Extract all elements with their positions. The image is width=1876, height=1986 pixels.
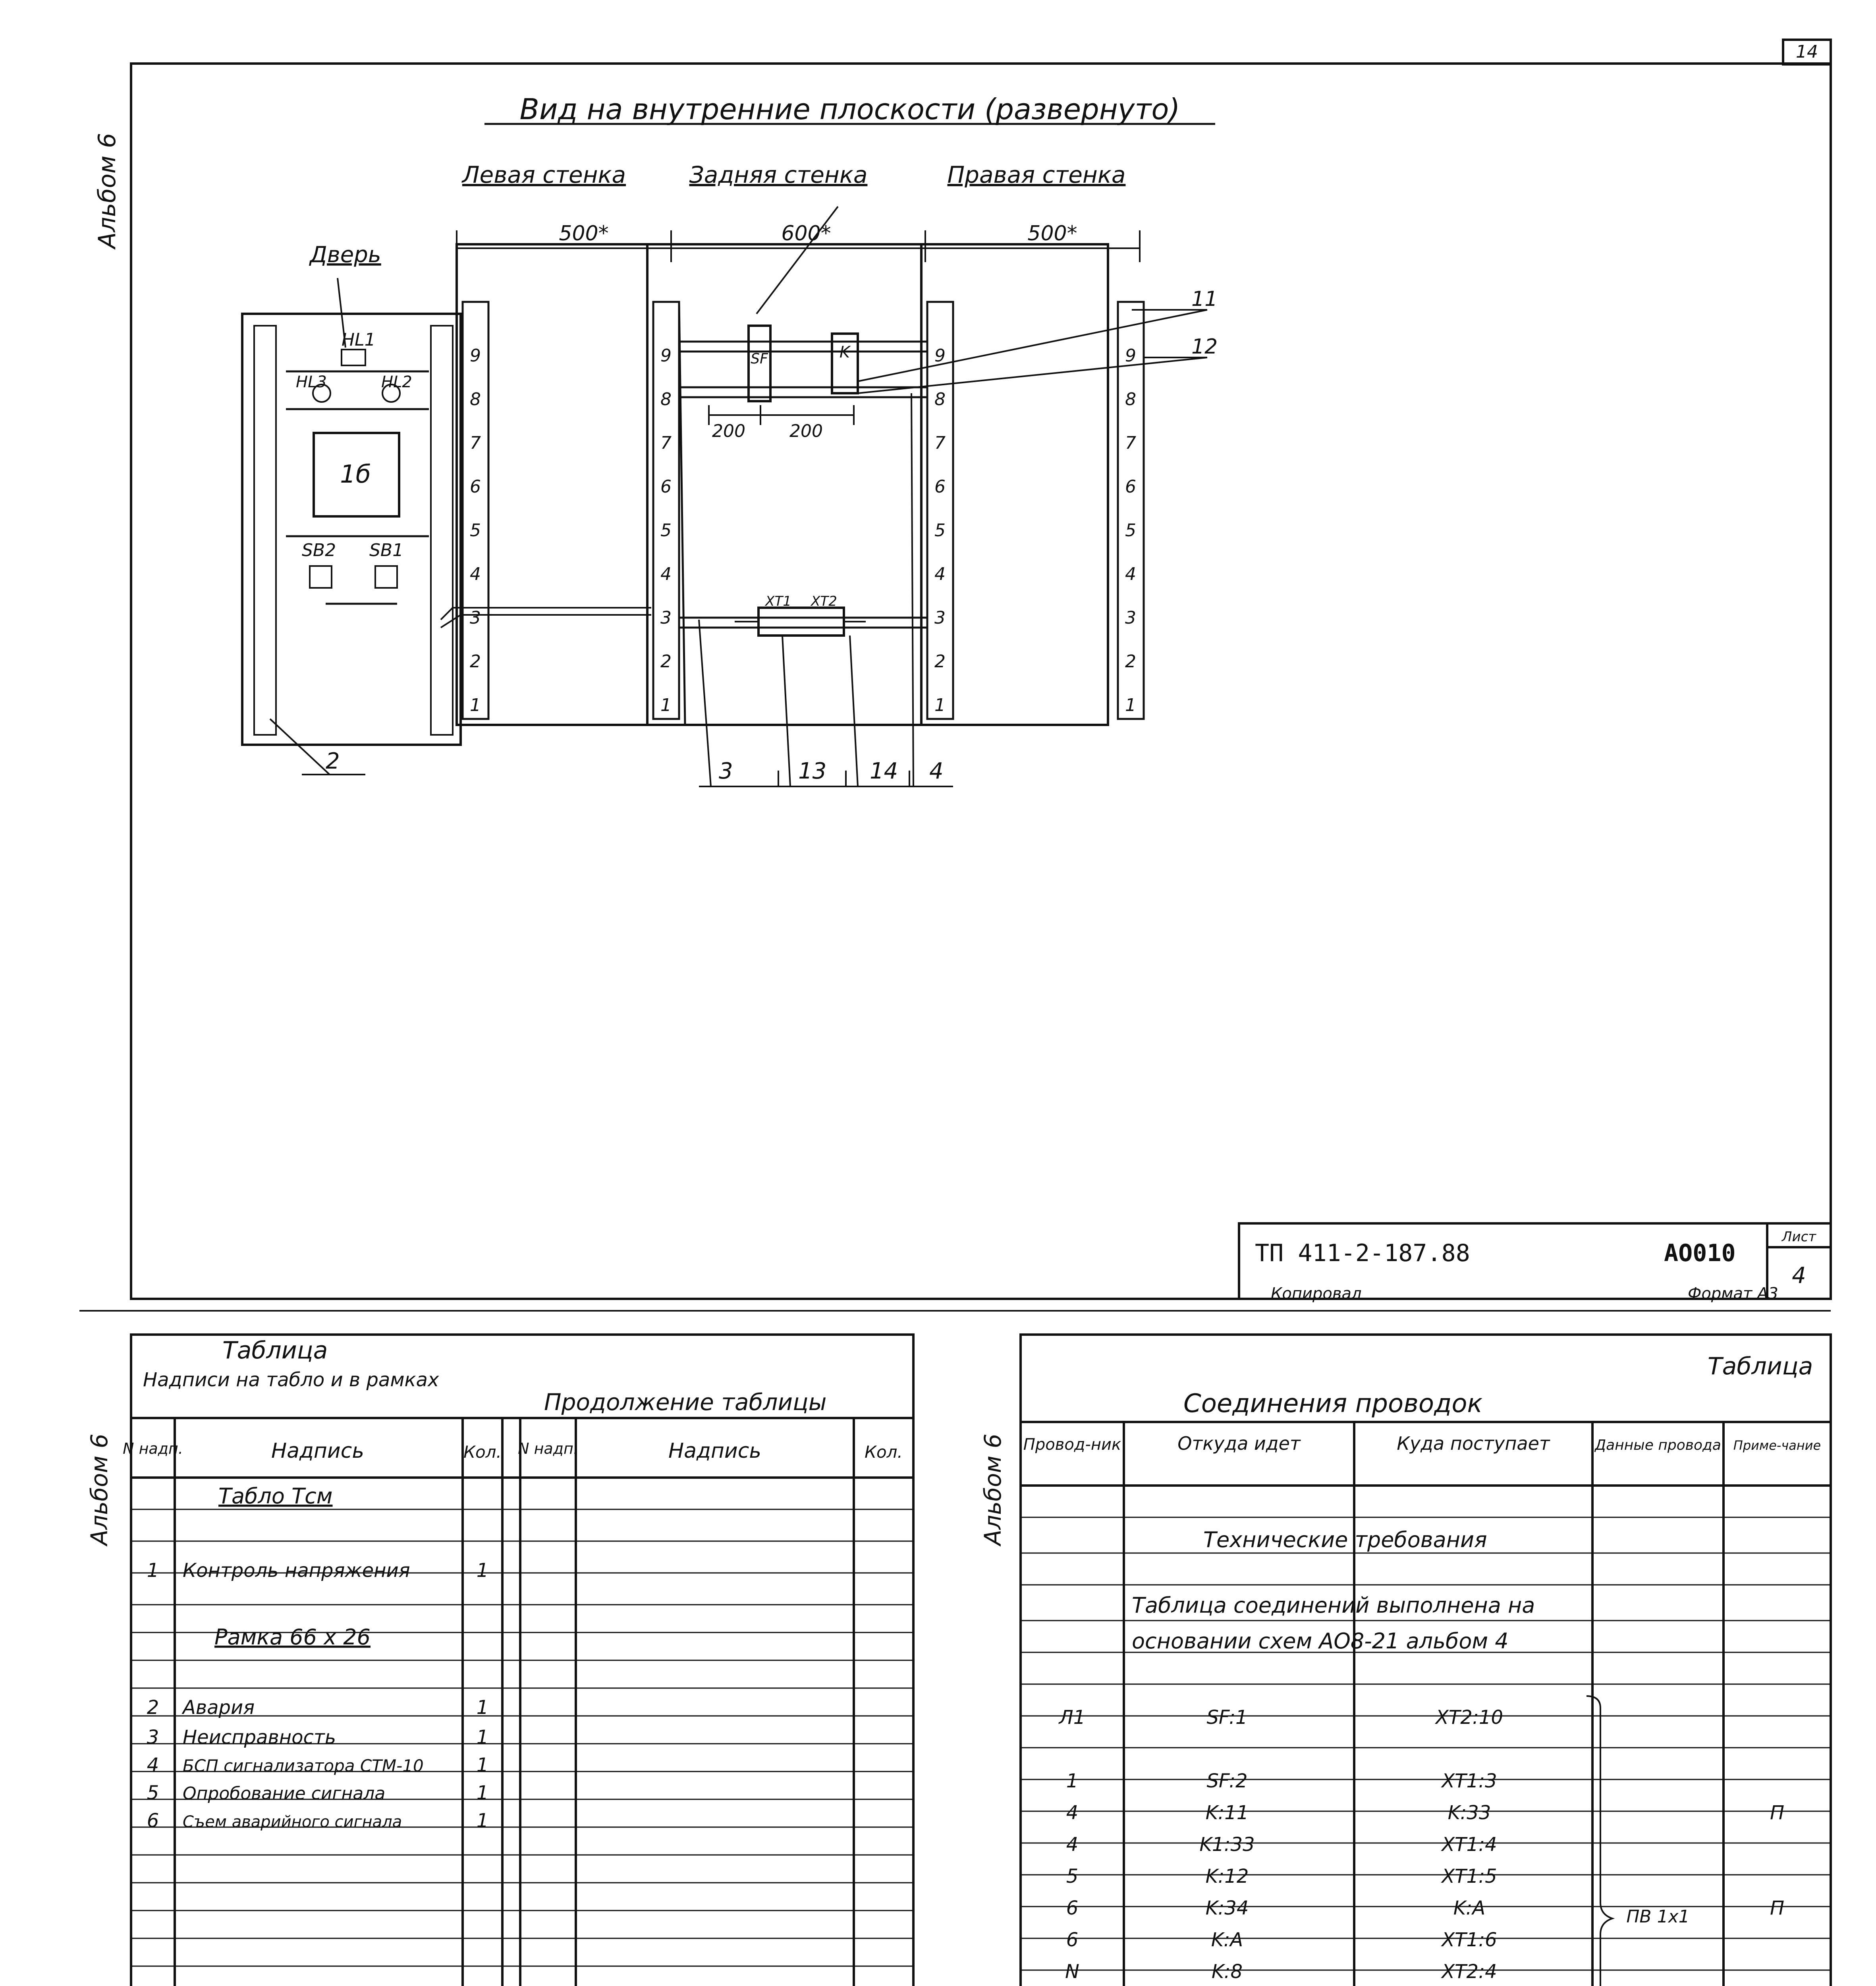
dim-200-a: 200 <box>712 421 745 441</box>
table-cell: 5 <box>147 1782 159 1804</box>
rail-num: 3 <box>934 608 946 628</box>
rail-num: 9 <box>934 346 946 366</box>
table-cell: K:8 <box>1211 1961 1243 1983</box>
top-footer-format: Формат А3 <box>1688 1285 1778 1303</box>
rail-num: 1 <box>470 695 481 715</box>
left-table-title: Таблица <box>222 1337 328 1364</box>
rail-num: 7 <box>1125 433 1136 453</box>
table-cell: 6 <box>1066 1897 1079 1919</box>
button-sb1-label: SB1 <box>369 540 404 560</box>
right-header-note: Приме-чание <box>1733 1438 1821 1453</box>
table-cell: 4 <box>1066 1833 1079 1856</box>
terminal-xt2-label: XT2 <box>811 593 837 609</box>
rail-num: 9 <box>470 346 481 366</box>
table-cell: Опробование сигнала <box>183 1783 386 1804</box>
lamp-hl1 <box>342 350 365 365</box>
table-cell: XT1:4 <box>1442 1833 1497 1856</box>
table-cell: 1 <box>476 1754 489 1776</box>
table-cell: Неисправность <box>183 1726 336 1748</box>
table-cell: 4 <box>1066 1802 1079 1824</box>
table-cell: XT1:6 <box>1442 1929 1497 1951</box>
table-cell: 6 <box>1066 1929 1079 1951</box>
dim-200-b: 200 <box>789 421 823 441</box>
table-cell: 1 <box>476 1782 489 1804</box>
table-cell: K:12 <box>1205 1865 1249 1887</box>
top-stamp-sheet-label: Лист <box>1781 1229 1816 1245</box>
terminal-xt1-xt2 <box>759 608 844 636</box>
rail-num: 2 <box>470 651 481 672</box>
table-cell: K:11 <box>1205 1802 1249 1824</box>
top-stamp-sheet: 4 <box>1792 1263 1806 1289</box>
rail-num: 6 <box>1125 477 1136 497</box>
rail-num: 2 <box>660 651 672 672</box>
rail-numbers <box>470 346 1136 715</box>
rail-num: 8 <box>660 389 672 410</box>
wall-width-right: 500* <box>1027 222 1077 245</box>
top-sheet-title: Вид на внутренние плоскости (развернуто) <box>519 93 1180 126</box>
table-cell: 4 <box>147 1754 159 1776</box>
table-cell: Съем аварийного сигнала <box>183 1813 402 1831</box>
right-header-to: Куда поступает <box>1397 1433 1550 1454</box>
lamp-hl1-label: HL1 <box>342 330 376 350</box>
callout-13: 13 <box>798 758 827 784</box>
rail-num: 3 <box>470 608 481 628</box>
right-header-wire: Провод-ник <box>1023 1435 1121 1454</box>
table-cell: N <box>1065 1961 1079 1983</box>
relay-k-label: K <box>839 343 850 361</box>
din-rails <box>463 302 1144 725</box>
left-header-num-2: N надп. <box>518 1440 578 1457</box>
left-album-label: Альбом 6 <box>86 1433 113 1546</box>
table-cell: SF:2 <box>1206 1770 1248 1792</box>
table-cell: БСП сигнализатора СТМ-10 <box>183 1756 424 1775</box>
rail-num: 8 <box>934 389 946 410</box>
right-header-from: Откуда идет <box>1177 1433 1301 1454</box>
rail-num: 6 <box>660 477 672 497</box>
rail-num: 4 <box>470 564 481 584</box>
right-album-label: Альбом 6 <box>979 1433 1006 1546</box>
left-table-subtitle: Надписи на табло и в рамках <box>143 1369 439 1391</box>
rail-num: 6 <box>470 477 481 497</box>
right-table-grid <box>1021 1517 1831 1986</box>
left-header-qty-2: Кол. <box>865 1442 903 1462</box>
table-cell: K1:33 <box>1199 1833 1255 1856</box>
table-cell: Табло Тсм <box>218 1484 333 1509</box>
table-cell: 1 <box>476 1559 489 1582</box>
door-handle-right <box>431 326 453 735</box>
table-cell: 1 <box>1066 1770 1079 1792</box>
callout-12: 12 <box>1191 335 1218 359</box>
rail-num: 9 <box>1125 346 1136 366</box>
rail-num: 9 <box>660 346 672 366</box>
rail-num: 8 <box>1125 389 1136 410</box>
table-cell: П <box>1770 1802 1785 1824</box>
table-cell: XT1:3 <box>1442 1770 1497 1792</box>
table-cell: Рамка 66 х 26 <box>214 1625 371 1650</box>
left-header-text: Надпись <box>271 1439 364 1463</box>
left-header-text-2: Надпись <box>668 1439 761 1463</box>
callout-14: 14 <box>870 758 898 784</box>
top-footer-copied: Копировал <box>1271 1285 1362 1303</box>
right-header-data: Данные провода <box>1595 1437 1721 1453</box>
left-header-num: N надп. <box>123 1440 183 1457</box>
right-table-subtitle: Соединения проводок <box>1183 1389 1483 1418</box>
table-cell: 6 <box>147 1810 159 1832</box>
rail-num: 4 <box>934 564 946 584</box>
lamp-hl2-label: HL2 <box>381 373 412 391</box>
right-table-title: Таблица <box>1708 1352 1813 1380</box>
callout-3: 3 <box>719 758 733 784</box>
tech-req-title: Технические требования <box>1203 1527 1487 1552</box>
rail-num: 2 <box>934 651 946 672</box>
rail-num: 1 <box>934 695 946 715</box>
rail-num: 1 <box>660 695 672 715</box>
wall-label-right: Правая стенка <box>947 161 1126 188</box>
door-panel-label: 1б <box>340 460 371 489</box>
table-cell: 5 <box>1066 1865 1079 1887</box>
table-cell: K:A <box>1211 1929 1243 1951</box>
button-sb1 <box>375 566 397 588</box>
button-sb2 <box>310 566 332 588</box>
rail-num: 1 <box>1125 695 1136 715</box>
rail-num: 5 <box>660 520 672 541</box>
table-cell: XT2:4 <box>1442 1961 1497 1983</box>
table-cell: Контроль напряжения <box>183 1559 410 1582</box>
table-cell: 1 <box>476 1810 489 1832</box>
callout-11: 11 <box>1191 287 1218 311</box>
table-cell: K:34 <box>1205 1897 1249 1919</box>
table-cell: Л1 <box>1059 1706 1086 1729</box>
top-stamp-id: АО010 <box>1664 1239 1736 1267</box>
wall-label-back: Задняя стенка <box>689 161 868 188</box>
wire-data-value: ПВ 1х1 <box>1626 1907 1690 1927</box>
walls-outline <box>457 244 1108 725</box>
right-sheet-frame <box>1021 1335 1831 1986</box>
left-header-qty: Кол. <box>463 1442 502 1462</box>
callout-4: 4 <box>929 758 944 784</box>
rail-num: 2 <box>1125 651 1136 672</box>
callout-2: 2 <box>326 748 340 774</box>
wall-label-left: Левая стенка <box>462 161 626 188</box>
table-cell: SF:1 <box>1206 1706 1248 1729</box>
left-table-rows <box>147 1484 489 1832</box>
rail-num: 5 <box>934 520 946 541</box>
lamp-hl3-label: HL3 <box>296 373 327 391</box>
door-handle-left <box>254 326 276 735</box>
table-cell: XT1:5 <box>1442 1865 1497 1887</box>
table-cell: K:A <box>1453 1897 1486 1919</box>
tech-req-text-2: основании схем АО8-21 альбом 4 <box>1132 1629 1509 1654</box>
rail-num: 4 <box>660 564 672 584</box>
wall-width-back: 600* <box>781 222 831 245</box>
table-cell: П <box>1770 1897 1785 1919</box>
rail-num: 5 <box>470 520 481 541</box>
top-album-label: Альбом 6 <box>93 133 121 249</box>
rail-num: 7 <box>934 433 946 453</box>
door-outline <box>242 314 461 745</box>
rail-num: 4 <box>1125 564 1136 584</box>
table-cell: 2 <box>147 1696 159 1719</box>
rail-num: 7 <box>660 433 672 453</box>
table-cell: 1 <box>476 1696 489 1719</box>
table-cell: Авария <box>183 1696 255 1719</box>
terminal-xt1-label: XT1 <box>765 593 791 609</box>
button-sb2-label: SB2 <box>302 540 336 560</box>
page-number: 14 <box>1796 42 1818 62</box>
door-label: Дверь <box>310 242 381 268</box>
tech-req-text-1: Таблица соединений выполнена на <box>1132 1593 1535 1618</box>
rail-num: 3 <box>660 608 672 628</box>
table-cell: XT2:10 <box>1436 1706 1503 1729</box>
rail-num: 3 <box>1125 608 1136 628</box>
top-stamp-code: ТП 411-2-187.88 <box>1255 1239 1470 1267</box>
table-cell: 1 <box>147 1559 159 1582</box>
table-cell: K:33 <box>1448 1802 1491 1824</box>
rail-num: 8 <box>470 389 481 410</box>
left-table-continuation: Продолжение таблицы <box>544 1389 827 1416</box>
rail-num: 7 <box>470 433 481 453</box>
table-cell: 1 <box>476 1726 489 1748</box>
table-cell: 3 <box>147 1726 159 1748</box>
rail-num: 6 <box>934 477 946 497</box>
wall-width-left: 500* <box>559 222 609 245</box>
rail-num: 5 <box>1125 520 1136 541</box>
breaker-sf-label: SF <box>751 351 768 367</box>
